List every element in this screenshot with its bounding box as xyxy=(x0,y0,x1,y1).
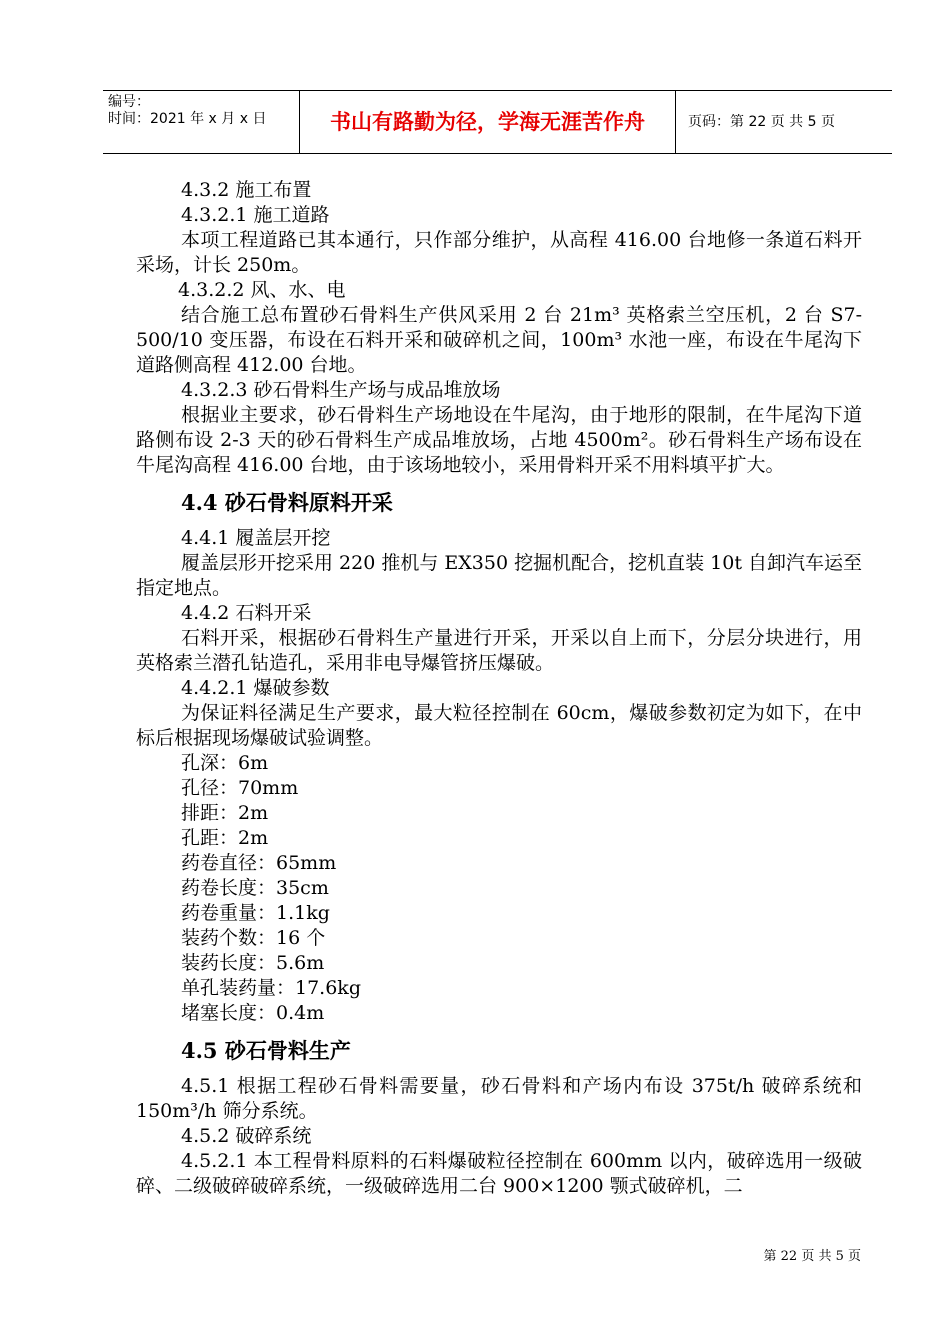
document-date-label: 时间：2021 年 x 月 x 日 xyxy=(108,111,267,127)
param-item: 孔深：6m xyxy=(181,752,269,774)
paragraph-wind-water-power: 结合施工总布置砂石骨料生产供风采用 2 台 21m³ 英格索兰空压机，2 台 S7-500/10 变压器，布设在石料开采和破碎机之间，100m³ 水池一座，布设在牛尾沟下道路侧高程 412.00 台地。 xyxy=(136,304,862,376)
section-heading-4-5-2: 4.5.2 破碎系统 xyxy=(181,1125,312,1147)
document-number-label: 编号： xyxy=(108,94,150,110)
document-body xyxy=(136,178,862,1199)
section-heading-4-4-2: 4.4.2 石料开采 xyxy=(181,602,312,624)
paragraph-4-5-2-1: 4.5.2.1 本工程骨料原料的石料爆破粒径控制在 600mm 以内，破碎选用一级破碎、二级破碎破碎系统，一级破碎选用二台 900×1200 颚式破碎机，二 xyxy=(136,1150,862,1197)
paragraph-quarrying: 石料开采，根据砂石骨料生产量进行开采，开采以自上而下，分层分块进行，用英格索兰潜孔钻造孔，采用非电导爆管挤压爆破。 xyxy=(136,627,862,674)
param-item: 堵塞长度：0.4m xyxy=(181,1002,325,1024)
section-heading-4-4-2-1: 4.4.2.1 爆破参数 xyxy=(181,677,330,699)
section-heading-4-3-2-3: 4.3.2.3 砂石骨料生产场与成品堆放场 xyxy=(181,379,501,401)
param-item: 药卷直径：65mm xyxy=(181,852,337,874)
param-item: 单孔装药量：17.6kg xyxy=(181,977,361,999)
section-heading-4-3-2-1: 4.3.2.1 施工道路 xyxy=(181,204,330,226)
header-page-label: 页码：第 22 页 共 5 页 xyxy=(688,114,835,130)
header-meta xyxy=(103,91,299,153)
page-footer: 第 22 页 共 5 页 xyxy=(763,1249,861,1264)
paragraph-production-yard: 根据业主要求，砂石骨料生产场地设在牛尾沟，由于地形的限制，在牛尾沟下道路侧布设 2-3 天的砂石骨料生产成品堆放场，占地 4500m²。砂石骨料生产场布设在牛尾沟高程 416.00 台地，由于该场地较小，采用骨料开采不用料填平扩大。 xyxy=(136,404,862,476)
param-item: 装药个数：16 个 xyxy=(181,927,326,949)
param-item: 药卷长度：35cm xyxy=(181,877,329,899)
paragraph-construction-road: 本项工程道路已其本通行，只作部分维护，从高程 416.00 台地修一条道石料开采场，计长 250m。 xyxy=(136,229,862,276)
section-heading-4-4-1: 4.4.1 履盖层开挖 xyxy=(181,527,331,549)
section-heading-4-3-2: 4.3.2 施工布置 xyxy=(181,179,312,201)
param-item: 排距：2m xyxy=(181,802,269,824)
param-item: 孔径：70mm xyxy=(181,777,299,799)
paragraph-4-5-1: 4.5.1 根据工程砂石骨料需要量，砂石骨料和产场内布设 375t/h 破碎系统和 150m³/h 筛分系统。 xyxy=(136,1075,862,1122)
param-item: 孔距：2m xyxy=(181,827,269,849)
section-heading-4-3-2-2: 4.3.2.2 风、水、电 xyxy=(178,279,346,301)
header-motto: 书山有路勤为径，学海无涯苦作舟 xyxy=(299,91,676,153)
chapter-heading-4-4: 4.4 砂石骨料原料开采 xyxy=(181,490,393,515)
page-header xyxy=(103,90,892,154)
paragraph-blasting-parameters: 为保证料径满足生产要求，最大粒径控制在 60cm，爆破参数初定为如下，在中标后根据现场爆破试验调整。 xyxy=(136,702,862,749)
param-item: 装药长度：5.6m xyxy=(181,952,325,974)
param-item: 药卷重量：1.1kg xyxy=(181,902,330,924)
paragraph-overburden-excavation: 履盖层形开挖采用 220 推机与 EX350 挖掘机配合，挖机直装 10t 自卸汽车运至指定地点。 xyxy=(136,552,862,599)
chapter-heading-4-5: 4.5 砂石骨料生产 xyxy=(181,1038,351,1063)
